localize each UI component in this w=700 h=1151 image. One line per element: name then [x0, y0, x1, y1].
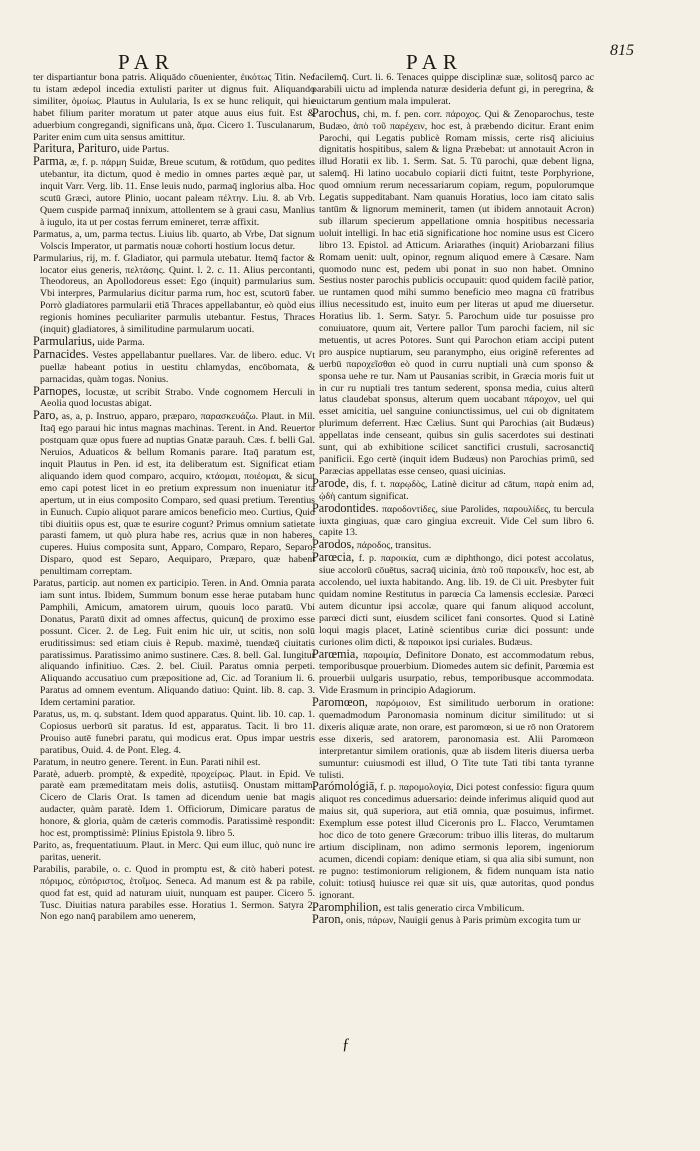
entry-text: Paratè, aduerb. promptè, & expeditè, προχείρως. Plaut. in Epid. Ve paratè eam præmeditatam meis dolis, astutiisq̄. Onustam mittam. Cicero de Claris Orat. Is tamen ad dicendum uenie bat magis audacter, quàm paratè. Idem 1. Officiorum, Dimicare paratus de honore, & gloria, quàm de cæteris commodis. Paratissimè respondit: hoc est, promptissimè: Plinius Epistola 9. libro 5.	[33, 768, 315, 840]
entry-text: πάροδος, transitus.	[356, 540, 432, 552]
dictionary-entry	[33, 72, 315, 143]
entry-text: παροιμία, Definitore Donato, est accommodatum rebus, temporibusque prouerbium. Diomedes autem sic definit, Parœmia est prouerbii uulgaris usurpatio, rebus, temporibusque accommodata. Vide Erasmum in principio Adagiorum.	[319, 649, 595, 697]
dictionary-entry	[33, 143, 315, 156]
entry-text: Paratus, particip. aut nomen ex participio. Teren. in And. Omnia parata iam sunt intus. Ibidem, Summum bonum esse herae putabam hunc Pamphili, Amicum, amatorem uirum, quouis loco paratū. Vbi Donatus, Paratū dixit ad omnes affectus, quicunq̄ de proximo esse possunt. Cicer. 2. de Leg. Fuit enim hic uir, ut scitis, non solū eruditissimus: sed etiam ciuis è Repub. maximè, tuendæq̄ ciuitatis paratissimus. Paratissimo animo sustinere. Cæs. 8. bell. Gal. Iungitur aliquando infinitiuo. Cæs. 2. bel. Ciuil. Paratus omnia perpeti. Aliquando accusatiuo cum præpositione ad, Cic. ad Toranium li. 6. Paratus ad omnem eventum. Aliquando datiuo: Quint. lib. 8. cap. 3. Idem certamini paratior.	[33, 578, 315, 709]
entry-text: chi, m. f. pen. corr. πάροχος. Qui & Zenoparochus, teste Budæo, ἀπὸ τοῦ παρέχειν, hoc est, à præbendo dicitur. Erant enim Parochi, qui Legatis publicè Romam missis, certe risq̄ aliciuius dignitatis hospitibus, salem & ligna Præbebat: ut annotauit Acron in illud Horatii ex lib. 1. Serm. Sat. 5. Tū parochi, quæ debent ligna, salemq̄. Hi latino uocabulo copiarii dicti fuitnt, teste Porphyrione, quod omnium rerum necessariarum copiam, regum, populorumque Legatis suppeditabant. Nam quanuis Horatius, loco iam citato salis tantūm & lignorum meminerit, tamen (ut ibidem annotauit Acron) sub illarum specierum appellatione omnia hospitibus necessaria uoluit intelligi. In hac etiā significatione hoc nomine usus est Cicero libro 13. Epistol. ad Atticum. Ariarathes (inquit) Ariobarzani filius Romam uenit: uult, opinor, regnum aliquod emere à Cæsare. Nam quomodo nunc est, pedem ubi ponat in suo non habet. Omnino Sestius noster parochis publicis occupauit: quod quidem facilè patior, ue runtamen quod mihi summo beneficio meo magna cū fratribus illius necessitudo est, inuito eum per literas ut apud me diuersetur. Horatius lib. 1. Serm. Satyr. 5. Parochum uide tur posuisse pro conuiuatore, quum ait, Vertere pallor Tum parochi faciem, nil sic metuentis, ut acres Potores. Sunt qui Parochon etiam accipi putent pro auspice nuptiarum, seu paranympho, eius originē referentes ad uerbū παροχεῖσθαι eò quod in curru nuptiali unà cum sponso & sponsa uehe re tur. Nam ut Pausanias scribit, in Græcia moris fuit ut in cur ru nuptiali tres tantum sederent, sponsa media, cuius alterū latus claudebat sponsus, alterum quem uocabant πάροχον, uel qui esset amicitia, uel sanguine coniunctissimus, uel cui ob dignitatem plurimum deferrent. Hæc Cælius. Sunt qui Parochias (ait Budæus) appellatas inde censeant, quibus sin gulis sacerdotes sui destinati sunt, qui ab exhibitione scilicet sanctifici crustuli, sacrosanctiq̄ panificii. Ego certè (inquit idem Budæus) non Parochias primū, sed Paræcias appellatas esse censeo, quasi uicinias.	[319, 108, 594, 477]
dictionary-entry	[312, 72, 594, 108]
running-head-left: PAR	[118, 50, 175, 74]
left-column	[33, 72, 315, 923]
entry-text: æ, f. p. πάρμη Suidæ, Breue scutum, & rotūdum, quo pedites utebantur, ita dictum, quod è medio in omnes partes æquè par, ut inquit Varr. Verg. lib. 11. Ense leuis nudo, parmaq̄ inglorius alba. Hoc scutū Græci, autore Plinio, uocant paleam πέλτην. Liu. 8. ab Vrb. Quem cuspide parmaq̄ innixum, attollentem se à graui casu, Manlius à iugulo, ita ut per costas ferrum emineret, terræ affixit.	[40, 157, 315, 228]
dictionary-entry	[312, 105, 594, 478]
entry-text: Parmatus, a, um, parma tectus. Liuius lib. quarto, ab Vrbe, Dat signum Volscis Imperator, ut parmatis nouæ cohorti hostium locus detur.	[33, 228, 315, 252]
dictionary-entry	[312, 781, 594, 901]
entry-headword: Parochus,	[312, 105, 360, 120]
dictionary-entry	[312, 914, 594, 927]
entry-text: Vestes appellabantur puellares. Var. de libero. educ. Vt puellæ habeant potius in uestitu chlamydas, encōbomata, & parnacidas, quàm togas. Nonius.	[40, 349, 315, 385]
dictionary-entry	[33, 840, 315, 864]
entry-headword: Parodontides.	[312, 500, 379, 515]
dictionary-entry	[33, 578, 315, 709]
entry-text: Paratum, in neutro genere. Terent. in Eun. Parati nihil est.	[33, 756, 261, 768]
footer-mark: ƒ	[342, 1036, 350, 1053]
dictionary-entry	[33, 253, 315, 336]
right-column	[312, 72, 594, 927]
entry-text: facilemq̄. Curt. li. 6. Tenaces quippe disciplinæ suæ, solitosq̄ parco ac parabili uictu ad implenda naturæ desideria defunt gi, in peregrina, & euictarum gentium mala impulerat.	[312, 72, 594, 107]
dictionary-entry	[312, 500, 594, 540]
dictionary-entry	[33, 709, 315, 757]
running-head-right: PAR	[406, 50, 463, 74]
entry-text: uide Parma.	[97, 336, 145, 348]
entry-text: ter dispartiantur bona patris. Aliquādo cōuenienter, ἐικότως Titin. Nec tu istam ædepol incedia extulisti pariter ut dignus fuit. Aliquando similiter, ὁμοίως. Plautus in Aulularia, Is ex se hunc reliquit, qui hic habet filium pariter moratum ut pater atque auus eius fuit. Est & aduerbium congregandi, significans unà, ἅμα. Cicero 1. Tusculanarum, Pariter enim cum uita sensus amittitur.	[33, 72, 315, 143]
entry-headword: Parma,	[33, 154, 68, 169]
entry-headword: Parnacides.	[33, 346, 89, 361]
entry-headword: Paromœon,	[312, 695, 368, 710]
entry-text: παρόμοιον, Est similitudo uerborum in oratione: quemadmodum Paronomasia nominum dicitur similitudo: ut si dixeris aliquæ arate, non orare, est paromœon, si ue rō non Oratorem esse dixeris, sed aratorem, paronomasia est. Alii Paromœon interpretantur similem orationis, quæ ab iisdem literis diuersa uerba sumuntur: cuiusmodi est illud, O Tite tute Tati tibi tanta tyranne tulisti.	[319, 698, 594, 781]
entry-text: locustæ, ut scribit Strabo. Vnde cognomem Herculi in Aeolia quod locustas abigat.	[40, 386, 315, 410]
dictionary-entry	[33, 757, 315, 769]
entry-headword: Paritura, Parituro,	[33, 141, 120, 156]
entry-headword: Paro,	[33, 408, 59, 423]
page-number: 815	[610, 42, 634, 59]
dictionary-entry	[312, 475, 595, 503]
dictionary-entry	[312, 899, 594, 915]
dictionary-entry	[33, 864, 315, 924]
entry-headword: Parmularius,	[33, 333, 95, 348]
entry-headword: Parnopes,	[33, 383, 81, 398]
dictionary-entry	[33, 156, 315, 228]
entry-text: παροδοντίδες, siue Parolides, παρουλίδες, tu bercula iuxta gingiuas, quæ caro gingiua excreuit. Vide Cel sum libro 6. capite 13.	[319, 503, 594, 539]
entry-text: as, a, p. Instruo, apparo, præparo, παρασκευάζω. Plaut. in Mil. Itaq̄ ego paraui hic intus magnas machinas. Terent. in And. Reuertor postquam quæ opus fuere ad nuptias Gnatæ parauh. Cæs. f. belli Gal. Neruios, Aduaticos & bellum Romanis parare. Itaq̄ paratum est, inquit Plautus in Pen. id est, ita deliberatum est. Significat etiam aliquando idem quod comparo, acquiro, κτάομαι, ποιέομαι, & sicut emo capi potest licet in eo pretium expressum non inueniatur ita apertum, ut in eius composito Comparo, sed quasi pretium. Terentius in Eunuch. Cupio aliquot parare amicos beneficio meo. Curtius, Quid tibi diuitiis opus est, quæ te esurire cogunt? Primus omnium satietate parasti famem, ut quò plura habe res, acrius quæ in non haberes, cuperes. Huius composita sunt, Apparo, Comparo, Reparo, Separo, Disparo, quod est Separo, Aequiparo, Præparo, quæ habent penultimam correptam.	[40, 411, 316, 578]
dictionary-entry	[33, 769, 315, 840]
dictionary-entry	[312, 552, 594, 648]
dictionary-entry	[312, 697, 594, 781]
dictionary-entry	[33, 383, 315, 411]
entry-text: uide Partus.	[122, 144, 170, 156]
entry-headword: Parœcia,	[312, 550, 355, 565]
entry-headword: Parodos,	[312, 537, 355, 552]
dictionary-entry	[33, 346, 315, 386]
entry-text: f. p. παρομολογία, Dici potest confessio: figura quum aliquot res concedimus aduersario: deinde inferimus aliquid quod aut maius sit, quā superiora, aut etiā omnia, quæ posuimus, infirmet. Exemplum esse potest illud Ciceronis pro L. Flacco, Verumtamen hoc dico de toto genere Græcorum: tribuo illis literas, do multarum artium disciplinam, non adimo sermonis leporem, ingeniorum acumen, dicendi copiam: denique etiam, si qua alia sibi sumunt, non re pugno: testimoniorum religionem, & fidem nunquam ista natio coluit: totiusq̄ huiusce rei quæ sit uis, quæ autoritas, quod pondus ignorant.	[319, 782, 595, 901]
entry-text: Parito, as, frequentatiuum. Plaut. in Merc. Qui eum illuc, quò nunc ire paritas, uenerit.	[33, 840, 315, 863]
entry-text: onis, πάρων, Nauigii genus à Paris primùm excogita tum ur	[345, 915, 581, 927]
entry-text: est talis generatio circa Vmbilicum.	[383, 902, 525, 914]
entry-text: Parmularius, rij, m. f. Gladiator, qui parmula utebatur. Itemq̄ factor & locator eius generis, πελτάσης. Quint. l. 2. c. 11. Alius percontanti, Theodoreus, an Apollodoreus esset: Ego (inquit) parmularius sum. Vbi interpres, Parmularius dicitur parma rum, hoc est, scutorū faber. Porrò gladiatores parmularii etiā Thraces appellabantur, eò quòd eius regionis homines peculiariter parmulis utebantur. Festus, Thraces (inquit) gladiatores, à similitudine parmularum uocati.	[33, 252, 315, 336]
entry-headword: Parode,	[312, 475, 349, 490]
entry-text: Paratus, us, m. q. substant. Idem quod apparatus. Quint. lib. 10. cap. 1. Copiosus uerborū sit paratus. Id est, apparatus. Tacit. li bro 11. Prouiso autē funebri paratu, qui modicus erat. Opus impar uestris paratibus, Ouid. 4. de Pont. Eleg. 4.	[33, 709, 315, 756]
entry-text: Parabilis, parabile, o. c. Quod in promptu est, & citò haberi potest. πόριμος, εὐπόριστος, ἑτοῖμος. Seneca. Ad manum est & pa rabile, quod fat est, quid ad naturam uiuit, nunquam est pauper. Cicero 5. Tusc. Diuitias natura parabiles esse. Horatius 1. Sermon. Satyra 2. Non ego nanq̄ parabilem amo uenerem,	[33, 863, 315, 923]
dictionary-entry	[33, 410, 315, 578]
entry-headword: Paron,	[312, 912, 344, 927]
entry-text: f. p. παροικία, cum æ diphthongo, dici potest accolatus, siue accolorū cōuētus, sacraq̄ uicinia, ἀπὸ τοῦ παροικεῖν, hoc est, ab accolendo, uel iuxta habitando. Ang. lib. 19. de Ci uit. Presbyter fuit quidam nomine Restitutus in parœcia Ca lamensis ecclesiæ. Parœci autem dicuntur ipsi accolæ, quare qui fanum aliquod accolunt, parœci dicti sunt, eiusdem scilicet fani consortes. Quod si Latinè loqui magis placet, Latinè scientibus curiæ dici possunt: unde curiones olim dicti, & παροικοι ipsi curiales. Budæus.	[319, 553, 594, 648]
entry-headword: Paromphilion,	[312, 899, 382, 914]
entry-headword: Parómológiā,	[312, 779, 378, 794]
entry-text: dis, f. t. παρῳδὸς, Latinè dicitur ad cātum, παρὰ enim ad, ᾠδὴ cantum significat.	[319, 478, 595, 502]
dictionary-entry	[312, 646, 595, 698]
dictionary-entry	[33, 229, 315, 253]
entry-headword: Parœmia,	[312, 646, 359, 661]
